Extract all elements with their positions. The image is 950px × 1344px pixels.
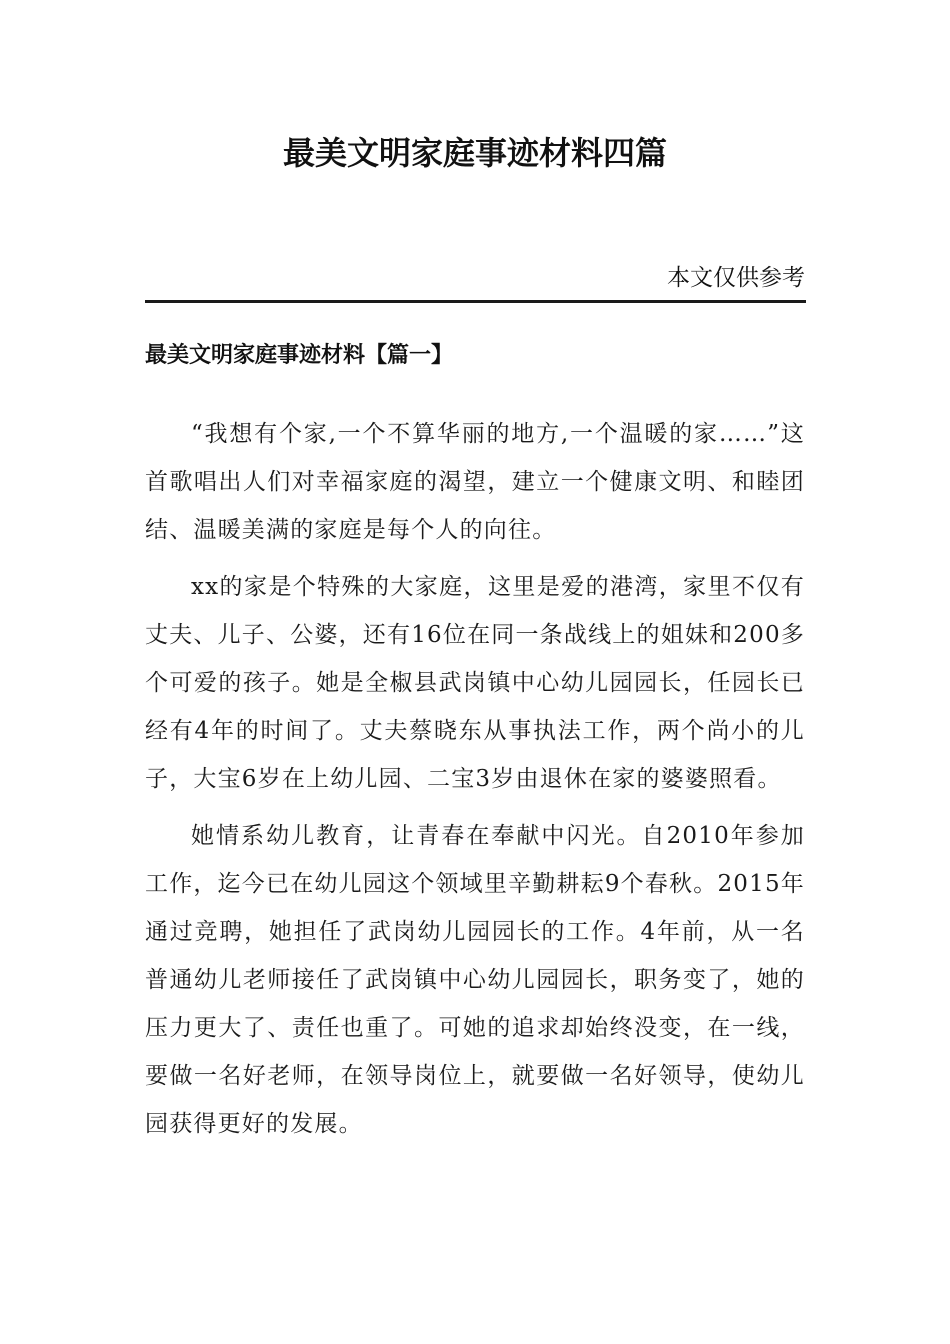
document-title: 最美文明家庭事迹材料四篇 <box>282 134 667 172</box>
body-text <box>145 410 805 1157</box>
section-heading: 最美文明家庭事迹材料【篇一】 <box>145 343 454 368</box>
paragraph: xx的家是个特殊的大家庭，这里是爱的港湾，家里不仅有丈夫、儿子、公婆，还有16位在同一条战线上的姐妹和200多个可爱的孩子。她是全椒县武岗镇中心幼儿园园长，任园长已经有4年的时间了。丈夫蔡晓东从事执法工作，两个尚小的儿子，大宝6岁在上幼儿园、二宝3岁由退休在家的婆婆照看。 <box>145 574 805 792</box>
reference-note: 本文仅供参考 <box>667 265 805 291</box>
paragraph: “我想有个家,一个不算华丽的地方,一个温暖的家……”这首歌唱出人们对幸福家庭的渴望，建立一个健康文明、和睦团结、温暖美满的家庭是每个人的向往。 <box>145 421 805 543</box>
paragraph: 她情系幼儿教育，让青春在奉献中闪光。自2010年参加工作，迄今已在幼儿园这个领域里辛勤耕耘9个春秋。2015年通过竞聘，她担任了武岗幼儿园园长的工作。4年前，从一名普通幼儿老师接任了武岗镇中心幼儿园园长，职务变了，她的压力更大了、责任也重了。可她的追求却始终没变，在一线，要做一名好老师，在领导岗位上，就要做一名好领导，使幼儿园获得更好的发展。 <box>145 823 805 1137</box>
header-divider <box>145 300 806 303</box>
